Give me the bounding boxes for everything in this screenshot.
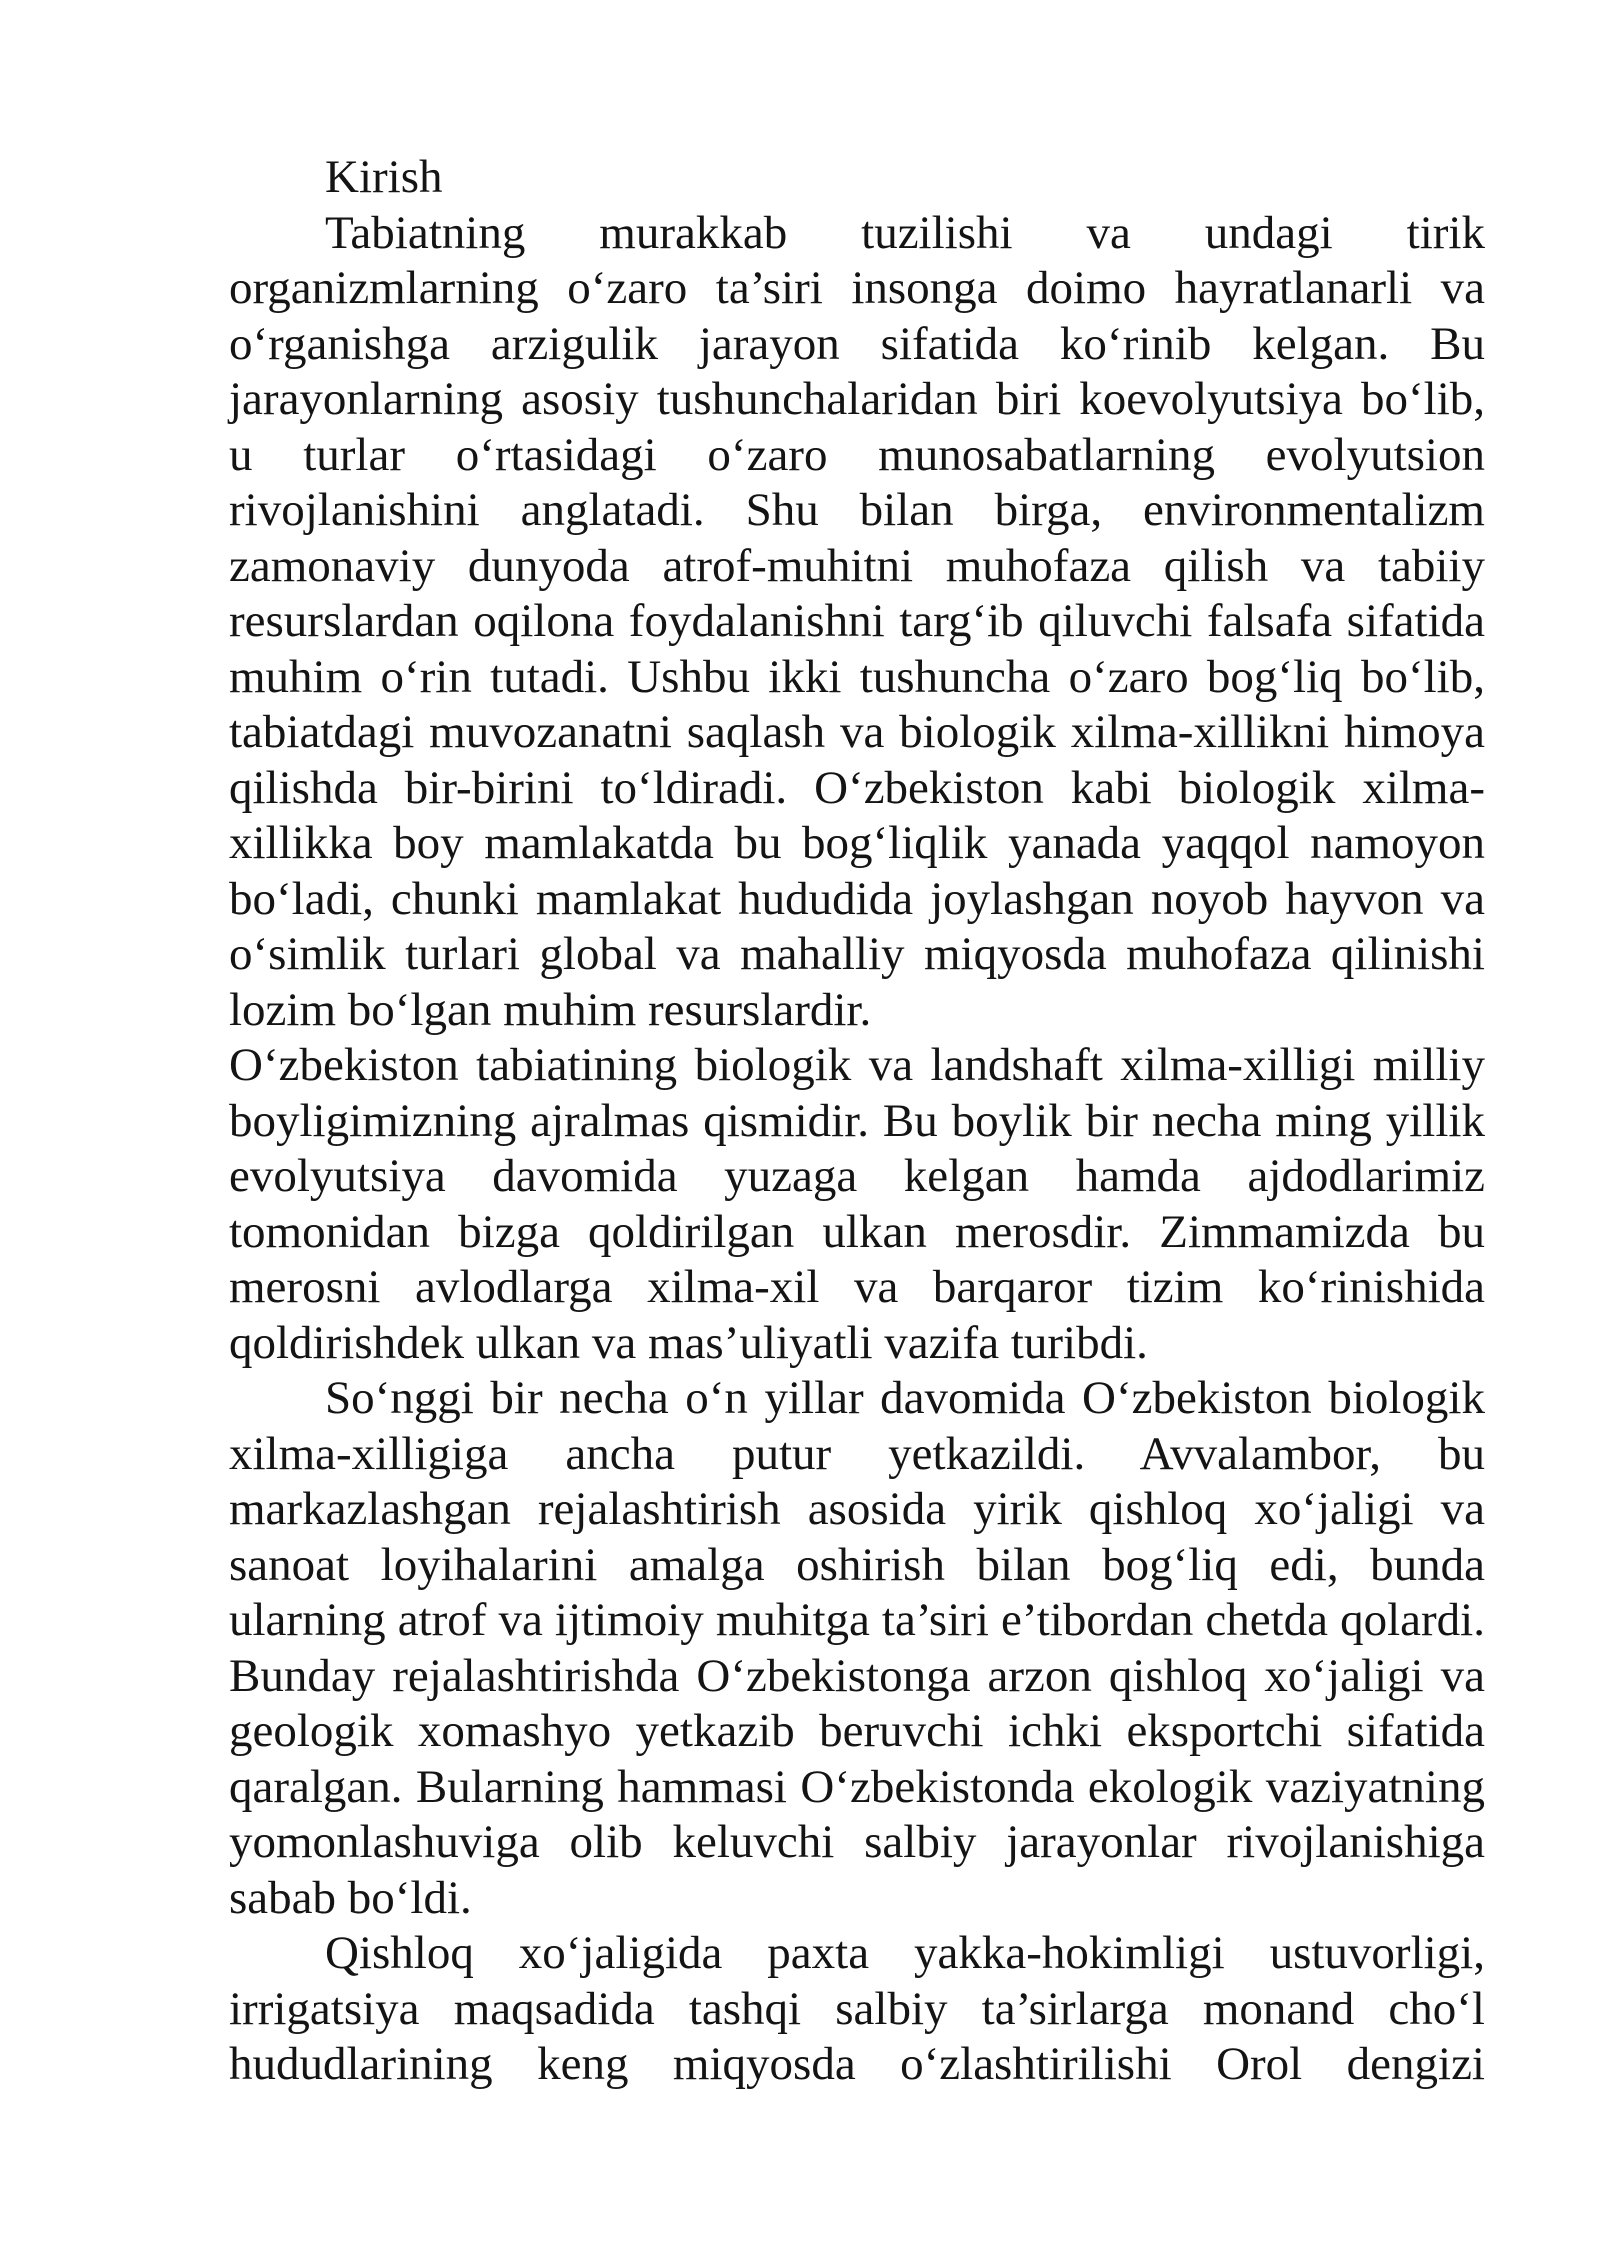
paragraph-1: Tabiatning murakkab tuzilishi va undagi tirik organizmlarning o‘zaro ta’siri insonga doimo hayratlanarli va o‘rganishga arzigulik jarayon sifatida ko‘rinib kelgan. Bu jarayonlarning asosiy tushunchalaridan biri koevolyutsiya bo‘lib, u turlar o‘rtasidagi o‘zaro munosabatlarning evolyutsion rivojlanishini anglatadi. Shu bilan birga, environmentalizm zamonaviy dunyoda atrof-muhitni muhofaza qilish va tabiiy resurslardan oqilona foydalanishni targ‘ib qiluvchi falsafa sifatida muhim o‘rin tutadi. Ushbu ikki tushuncha o‘zaro bog‘liq bo‘lib, tabiatdagi muvozanatni saqlash va biologik xilma-xillikni himoya qilishda bir-birini to‘ldiradi. O‘zbekiston kabi biologik xilma-xillikka boy mamlakatda bu bog‘liqlik yanada yaqqol namoyon bo‘ladi, chunki mamlakat hududida joylashgan noyob hayvon va o‘simlik turlari global va mahalliy miqyosda muhofaza qilinishi lozim bo‘lgan muhim resurslardir. — [229, 206, 1485, 1036]
paragraph-4: Qishloq xo‘jaligida paxta yakka-hokimligi ustuvorligi, irrigatsiya maqsadida tashqi salbiy ta’sirlarga monand cho‘l hududlarining keng miqyosda o‘zlashtirilishi Orol dengizi — [229, 1927, 1485, 2090]
document-page — [229, 150, 1485, 2093]
paragraph-2: O‘zbekiston tabiatining biologik va landshaft xilma-xilligi milliy boyligimizning ajralmas qismidir. Bu boylik bir necha ming yillik evolyutsiya davomida yuzaga kelgan hamda ajdodlarimiz tomonidan bizga qoldirilgan ulkan merosdir. Zimmamizda bu merosni avlodlarga xilma-xil va barqaror tizim ko‘rinishida qoldirishdek ulkan va mas’uliyatli vazifa turibdi. — [229, 1039, 1485, 1369]
paragraph-3: So‘nggi bir necha o‘n yillar davomida O‘zbekiston biologik xilma-xilligiga ancha putur yetkazildi. Avvalambor, bu markazlashgan rejalashtirish asosida yirik qishloq xo‘jaligi va sanoat loyihalarini amalga oshirish bilan bog‘liq edi, bunda ularning atrof va ijtimoiy muhitga ta’siri e’tibordan chetda qolardi. Bunday rejalashtirishda O‘zbekistonga arzon qishloq xo‘jaligi va geologik xomashyo yetkazib beruvchi ichki eksportchi sifatida qaralgan. Bularning hammasi O‘zbekistonda ekologik vaziyatning yomonlashuviga olib keluvchi salbiy jarayonlar rivojlanishiga sabab bo‘ldi. — [229, 1372, 1485, 1924]
section-heading: Kirish — [325, 151, 443, 203]
